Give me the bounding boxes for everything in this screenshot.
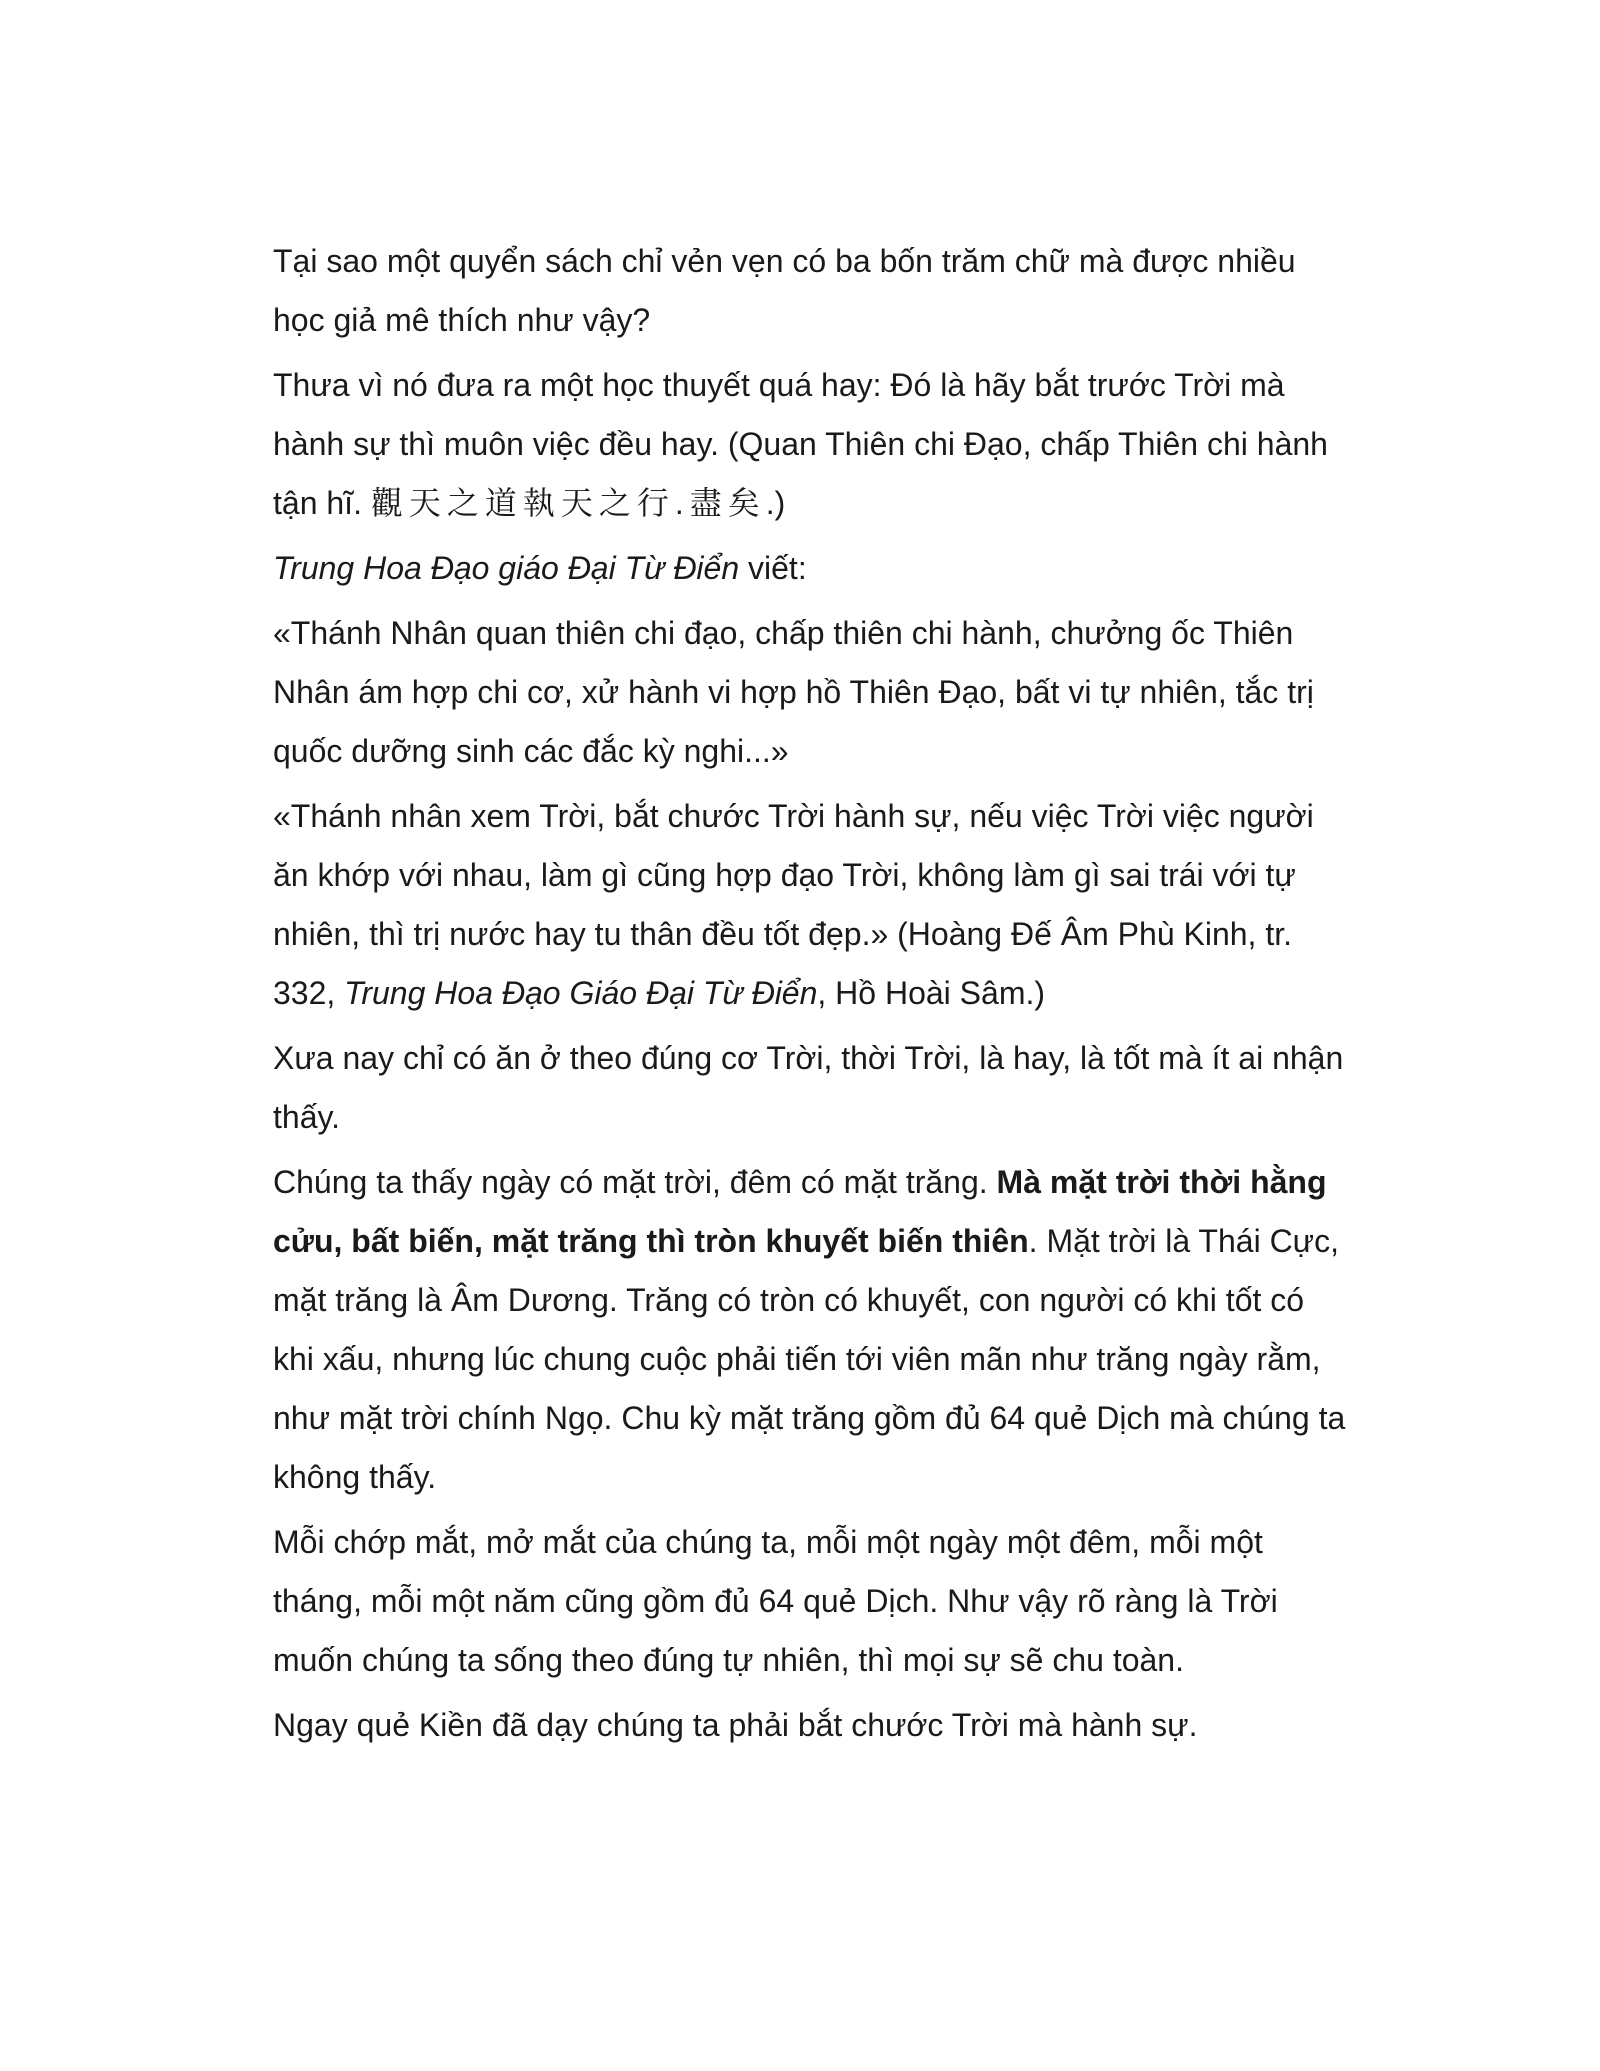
bold-emphasis: Mà mặt trời thời hằng cửu, bất biến, mặt trăng thì tròn khuyết biến thiên (273, 1164, 1327, 1259)
book-title: Trung Hoa Đạo giáo Đại Từ Điển (273, 550, 740, 586)
paragraph-dictionary-intro (273, 539, 1353, 598)
paragraph-text-after: , Hồ Hoài Sâm.) (817, 975, 1046, 1011)
paragraph-quote-translation (273, 787, 1353, 1023)
paragraph-text: Chúng ta thấy ngày có mặt trời, đêm có mặt trăng. (273, 1164, 997, 1200)
paragraph-intro-question (273, 232, 1353, 350)
paragraph-quote-original (273, 604, 1353, 781)
chinese-quote: 觀天之道執天之行.盡矣 (370, 485, 766, 521)
document-page (273, 232, 1353, 1761)
paragraph-hexagrams (273, 1513, 1353, 1690)
paragraph-text: Mỗi chớp mắt, mở mắt của chúng ta, mỗi một ngày một đêm, mỗi một tháng, mỗi một năm cũng gồm đủ 64 quẻ Dịch. Như vậy rõ ràng là Trời muốn chúng ta sống theo đúng tự nhiên, thì mọi sự sẽ chu toàn. (273, 1524, 1278, 1678)
paragraph-observation (273, 1029, 1353, 1147)
paragraph-kien (273, 1696, 1353, 1755)
paragraph-sun-moon (273, 1153, 1353, 1507)
paragraph-answer (273, 356, 1353, 533)
paragraph-text: Ngay quẻ Kiền đã dạy chúng ta phải bắt chước Trời mà hành sự. (273, 1707, 1198, 1743)
paragraph-text-after: viết: (739, 550, 807, 586)
paragraph-text: Thưa vì nó đưa ra một học thuyết quá hay: Đó là hãy bắt trước Trời mà hành sự thì muôn việc đều hay. (Quan Thiên chi Đạo, chấp Thiên chi hành tận hĩ. (273, 367, 1328, 521)
paragraph-text: «Thánh nhân xem Trời, bắt chước Trời hành sự, nếu việc Trời việc người ăn khớp với nhau, làm gì cũng hợp đạo Trời, không làm gì sai trái với tự nhiên, thì trị nước hay tu thân đều tốt đẹp.» (Hoàng Đế Âm Phù Kinh, tr. 332, (273, 798, 1314, 1011)
paragraph-text: Tại sao một quyển sách chỉ vẻn vẹn có ba bốn trăm chữ mà được nhiều học giả mê thích như vậy? (273, 243, 1296, 338)
paragraph-text-after: . Mặt trời là Thái Cực, mặt trăng là Âm Dương. Trăng có tròn có khuyết, con người có khi tốt có khi xấu, nhưng lúc chung cuộc phải tiến tới viên mãn như trăng ngày rằm, như mặt trời chính Ngọ. Chu kỳ mặt trăng gồm đủ 64 quẻ Dịch mà chúng ta không thấy. (273, 1223, 1346, 1495)
paragraph-text-after: .) (765, 485, 786, 521)
paragraph-text: Xưa nay chỉ có ăn ở theo đúng cơ Trời, thời Trời, là hay, là tốt mà ít ai nhận thấy. (273, 1040, 1344, 1135)
book-title: Trung Hoa Đạo Giáo Đại Từ Điển (344, 975, 818, 1011)
paragraph-text: «Thánh Nhân quan thiên chi đạo, chấp thiên chi hành, chưởng ốc Thiên Nhân ám hợp chi cơ, xử hành vi hợp hồ Thiên Đạo, bất vi tự nhiên, tắc trị quốc dưỡng sinh các đắc kỳ nghi...» (273, 615, 1314, 769)
